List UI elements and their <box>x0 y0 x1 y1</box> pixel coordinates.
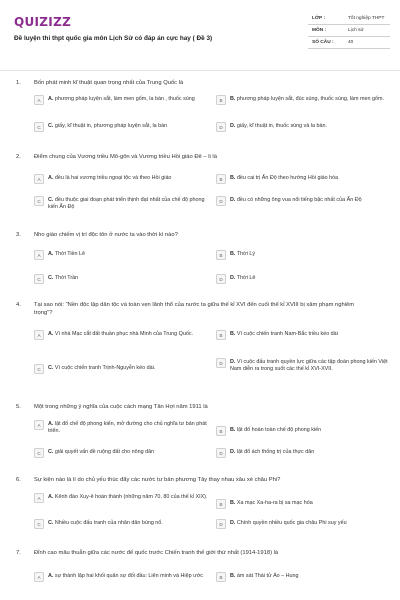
option-text: Vì cuộc chiến tranh Trịnh-Nguyễn kéo dài. <box>54 365 156 371</box>
question-number: 4. <box>16 302 21 308</box>
meta-value: 40 <box>348 40 354 45</box>
meta-row-subject <box>308 25 390 37</box>
option-text: Vì nhà Mạc cắt đất thuần phục nhà Minh của Trung Quốc. <box>54 331 194 337</box>
option-letter: D. <box>230 359 236 365</box>
option-box-d[interactable]: D <box>216 274 226 284</box>
question-text: Sự kiện nào là lí do chủ yếu thúc đẩy các nước tư bản phương Tây thay nhau xâu xé châu Phi? <box>34 477 281 483</box>
worksheet-meta <box>308 13 390 49</box>
meta-row-count <box>308 37 390 49</box>
option-text: giấy, kĩ thuật in, thuốc súng và la bàn. <box>236 123 328 129</box>
option-text: sự thành lập hai khối quân sự đối đầu: Liên minh và Hiệp ước <box>54 573 203 579</box>
option-letter: A. <box>48 331 54 337</box>
option-text: đều là hai vương triều ngoại tộc và theo Hồi giáo <box>54 175 172 181</box>
option-box-a[interactable]: A <box>34 174 44 184</box>
option-letter: B. <box>230 500 236 506</box>
meta-label: MÔN : <box>312 28 327 33</box>
question-text: Điểm chung của Vương triều Mô-gôn và Vương triều Hồi giáo Đê – li là <box>34 154 217 160</box>
option-box-b[interactable]: B <box>216 426 226 436</box>
option-text: Xa mạc Xa-ha-ra bị sa mạc hóa <box>236 500 313 506</box>
option-text: ám sát Thái tử Áo – Hung <box>236 573 299 579</box>
option-box-d[interactable]: D <box>216 358 226 368</box>
option-letter: A. <box>48 421 54 427</box>
option-letter: D. <box>230 275 236 281</box>
option-text: Thời Tiền Lê <box>54 251 86 257</box>
meta-label: SỐ CÂU : <box>312 40 334 45</box>
option-letter: A. <box>48 96 54 102</box>
option-text: lật đổ chế độ phong kiến, mở đường cho chủ nghĩa tư bản phát triển. <box>48 421 207 435</box>
quizizz-logo: QUIZIZZ <box>14 15 72 29</box>
option-letter: D. <box>230 123 236 129</box>
option-letter: D. <box>230 197 236 203</box>
option-letter: B. <box>230 573 236 579</box>
question-text: Đỉnh cao mâu thuẫn giữa các nước đế quốc trước Chiến tranh thế giới thứ nhất (1914-1918) là <box>34 550 279 556</box>
question-text: Bốn phát minh kĩ thuật quan trọng nhất của Trung Quốc là <box>34 80 184 86</box>
option-text: đều thuộc giai đoạn phát triển thịnh đạt nhất của chế độ phong kiến Ấn Độ <box>48 197 205 211</box>
option-box-b[interactable]: B <box>216 95 226 105</box>
question-number: 2. <box>16 154 21 160</box>
option-box-a[interactable]: A <box>34 330 44 340</box>
meta-value: Tốt nghiệp THPT <box>348 16 385 21</box>
option-box-a[interactable]: A <box>34 572 44 582</box>
option-text: Thời Lý <box>236 251 256 257</box>
option-letter: C. <box>48 123 54 129</box>
option-text: Kênh đào Xuy-ê hoàn thành (những năm 70, 80 của thế kỉ XIX). <box>54 494 208 500</box>
option-letter: B. <box>230 251 236 257</box>
option-text: giải quyết vấn đề ruộng đất cho nông dân <box>54 449 155 455</box>
option-box-c[interactable]: C <box>34 519 44 529</box>
option-box-d[interactable]: D <box>216 448 226 458</box>
option-letter: C. <box>48 449 54 455</box>
meta-label: LỚP : <box>312 16 326 21</box>
option-box-a[interactable]: A <box>34 250 44 260</box>
option-text: phương pháp luyện sắt, làm men gốm, la bàn , thuốc súng <box>54 96 195 102</box>
option-text: giấy, kĩ thuật in, phương pháp luyện sắt, la bàn <box>54 123 168 129</box>
option-box-c[interactable]: C <box>34 274 44 284</box>
option-text: Vì cuộc đấu tranh quyền lực giữa các tập đoàn phong kiến Việt Nam diễn ra trong suốt các thế kỉ XVI-XVII. <box>230 359 388 373</box>
option-letter: A. <box>48 175 54 181</box>
option-text: Thời Lê <box>236 275 256 281</box>
option-letter: C. <box>48 197 54 203</box>
option-letter: B. <box>230 96 236 102</box>
question-text: Một trong những ý nghĩa của cuộc cách mạng Tân Hợi năm 1911 là <box>34 404 208 410</box>
option-box-b[interactable]: B <box>216 499 226 509</box>
option-text: lật đổ hoàn toàn chế độ phong kiến <box>236 427 322 433</box>
option-letter: A. <box>48 494 54 500</box>
option-box-c[interactable]: C <box>34 448 44 458</box>
option-letter: C. <box>48 275 54 281</box>
option-box-a[interactable]: A <box>34 420 44 430</box>
option-letter: D. <box>230 449 236 455</box>
option-text: phương pháp luyện sắt, đúc súng, thuốc súng, làm men gốm. <box>236 96 384 102</box>
option-text: Chính quyền nhiều quốc gia châu Phi suy yếu <box>236 520 347 526</box>
worksheet-header <box>10 10 390 60</box>
option-text: đều có những ông vua nổi tiếng bậc nhất của Ấn Độ <box>236 197 362 203</box>
option-box-c[interactable]: C <box>34 196 44 206</box>
worksheet-title: Đề luyện thi thpt quốc gia môn Lịch Sử có đáp án cực hay ( Đề 3) <box>14 35 213 42</box>
question-number: 3. <box>16 232 21 238</box>
meta-row-class <box>308 13 390 25</box>
option-box-d[interactable]: D <box>216 519 226 529</box>
option-text: lật đổ ách thống trị của thực dân <box>236 449 315 455</box>
option-letter: D. <box>230 520 236 526</box>
option-letter: C. <box>48 365 54 371</box>
option-box-c[interactable]: C <box>34 122 44 132</box>
option-box-c[interactable]: C <box>34 364 44 374</box>
question-number: 1. <box>16 80 21 86</box>
option-box-d[interactable]: D <box>216 196 226 206</box>
option-box-b[interactable]: B <box>216 250 226 260</box>
option-box-b[interactable]: B <box>216 330 226 340</box>
option-letter: C. <box>48 520 54 526</box>
question-number: 7. <box>16 550 21 556</box>
meta-value: Lịch sử <box>348 28 364 33</box>
option-letter: A. <box>48 573 54 579</box>
option-box-d[interactable]: D <box>216 122 226 132</box>
option-box-a[interactable]: A <box>34 95 44 105</box>
option-text: đều cai trị Ấn Độ theo hướng Hồi giáo hóa <box>236 175 339 181</box>
option-box-b[interactable]: B <box>216 572 226 582</box>
option-letter: B. <box>230 331 236 337</box>
question-number: 5. <box>16 404 21 410</box>
option-text: Nhiều cuộc đấu tranh của nhân dân bùng nổ. <box>54 520 163 526</box>
question-number: 6. <box>16 477 21 483</box>
question-text: Tại sao nói: "Nền độc lập dân tộc và toàn vẹn lãnh thổ của nước ta giữa thế kỉ XVI đến cuối thế kỉ XVIII bị xâm phạm nghiêm trọng"? <box>34 302 355 316</box>
question-text: Nho giáo chiếm vị trí độc tôn ở nước ta vào thời kì nào? <box>34 232 178 238</box>
option-box-b[interactable]: B <box>216 174 226 184</box>
option-text: Vì cuộc chiến tranh Nam-Bắc triều kéo dài <box>236 331 338 337</box>
option-letter: B. <box>230 175 236 181</box>
option-box-a[interactable]: A <box>34 493 44 503</box>
header-divider <box>0 70 400 71</box>
option-letter: A. <box>48 251 54 257</box>
option-text: Thời Trần <box>54 275 79 281</box>
option-letter: B. <box>230 427 236 433</box>
